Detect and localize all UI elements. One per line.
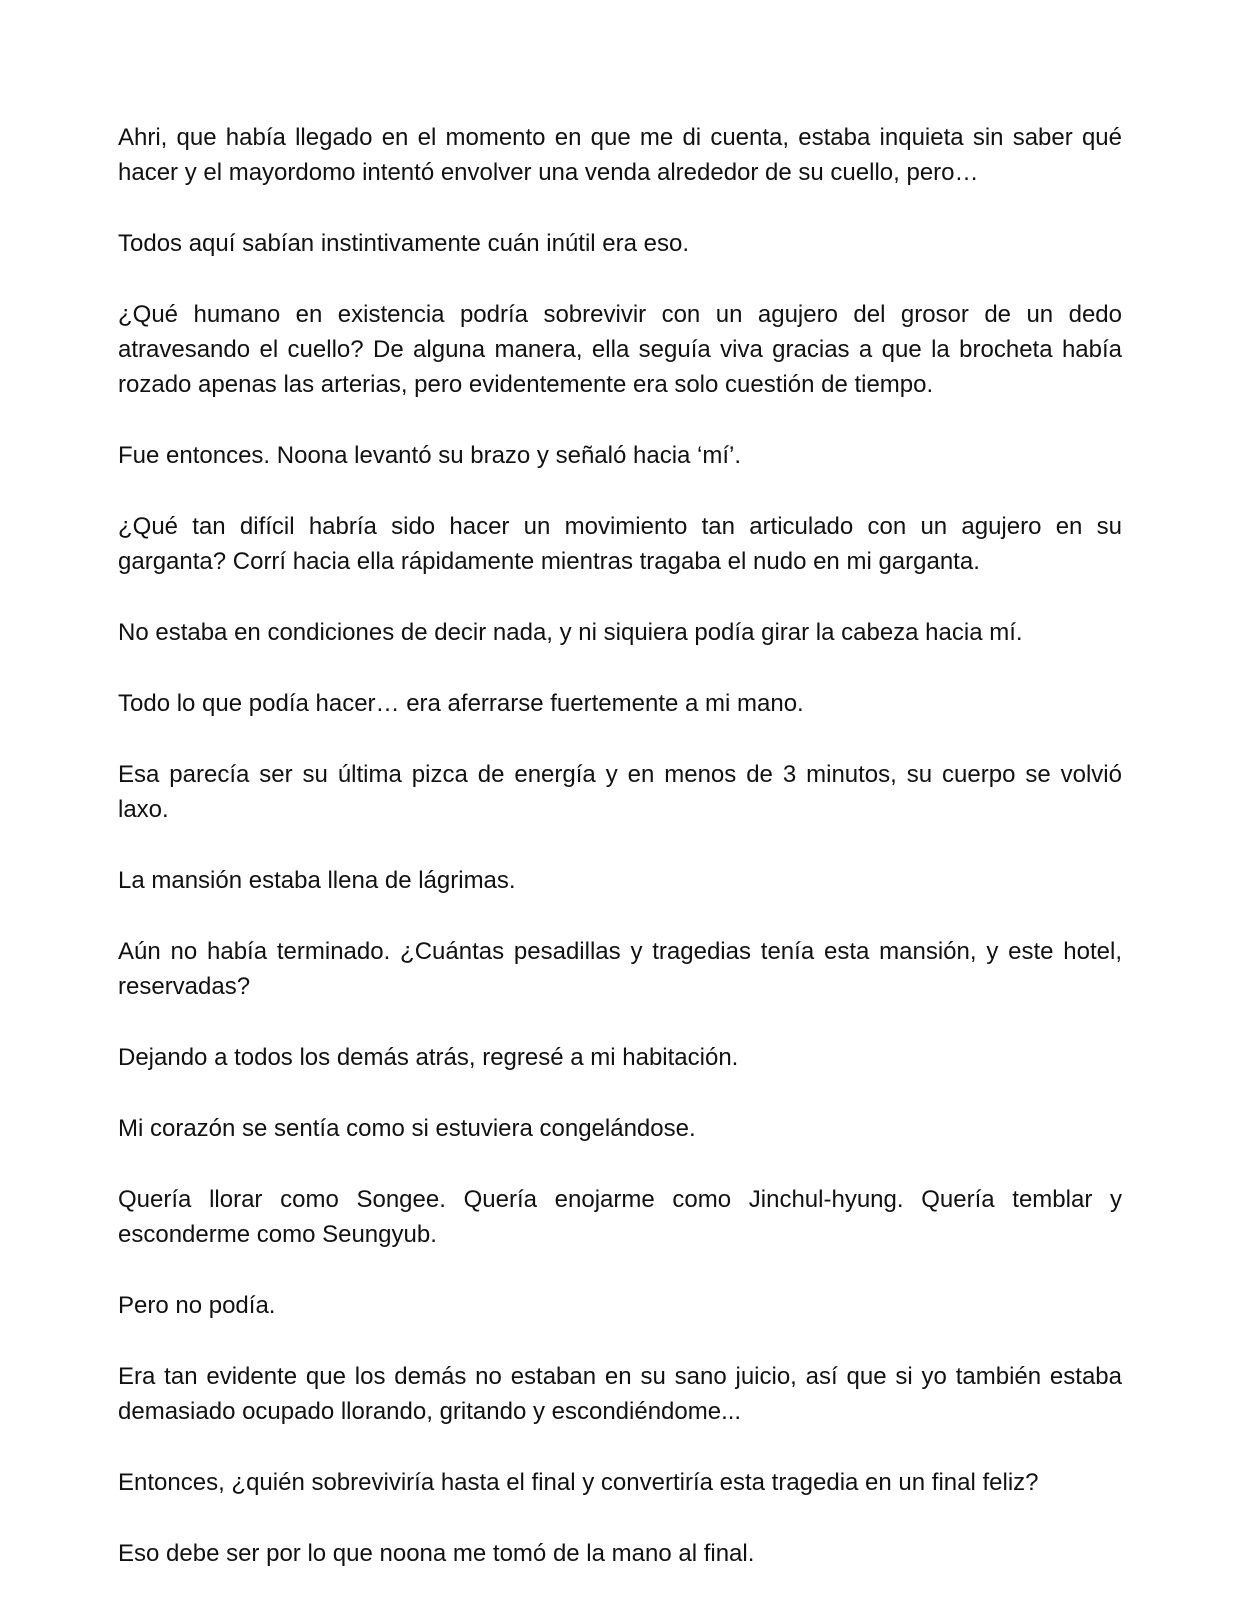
paragraph-4: Fue entonces. Noona levantó su brazo y señaló hacia ‘mí’. <box>118 442 742 469</box>
paragraph-3: ¿Qué humano en existencia podría sobrevivir con un agujero del grosor de un dedo atravesando el cuello? De alguna manera, ella seguía viva gracias a que la brocheta había rozado apenas las arterias, pero evidentemente era solo cuestión de tiempo. <box>118 301 1122 398</box>
paragraph-16: Entonces, ¿quién sobreviviría hasta el final y convertiría esta tragedia en un final feliz? <box>118 1469 1039 1496</box>
paragraph-14: Pero no podía. <box>118 1292 276 1319</box>
paragraph-6: No estaba en condiciones de decir nada, y ni siquiera podía girar la cabeza hacia mí. <box>118 619 1023 646</box>
paragraph-7: Todo lo que podía hacer… era aferrarse fuertemente a mi mano. <box>118 690 804 717</box>
paragraph-17: Eso debe ser por lo que noona me tomó de la mano al final. <box>118 1540 755 1567</box>
paragraph-10: Aún no había terminado. ¿Cuántas pesadillas y tragedias tenía esta mansión, y este hotel, reservadas? <box>118 938 1122 1000</box>
document-body <box>118 120 1122 1607</box>
paragraph-2: Todos aquí sabían instintivamente cuán inútil era eso. <box>118 230 690 257</box>
paragraph-15: Era tan evidente que los demás no estaban en su sano juicio, así que si yo también estaba demasiado ocupado llorando, gritando y escondiéndome... <box>118 1363 1122 1425</box>
paragraph-11: Dejando a todos los demás atrás, regresé a mi habitación. <box>118 1044 739 1071</box>
paragraph-8: Esa parecía ser su última pizca de energía y en menos de 3 minutos, su cuerpo se volvió laxo. <box>118 761 1122 823</box>
paragraph-12: Mi corazón se sentía como si estuviera congelándose. <box>118 1115 696 1142</box>
paragraph-13: Quería llorar como Songee. Quería enojarme como Jinchul-hyung. Quería temblar y esconderme como Seungyub. <box>118 1186 1122 1248</box>
paragraph-5: ¿Qué tan difícil habría sido hacer un movimiento tan articulado con un agujero en su garganta? Corrí hacia ella rápidamente mientras tragaba el nudo en mi garganta. <box>118 513 1122 575</box>
paragraph-1: Ahri, que había llegado en el momento en que me di cuenta, estaba inquieta sin saber qué hacer y el mayordomo intentó envolver una venda alrededor de su cuello, pero… <box>118 124 1122 186</box>
paragraph-9: La mansión estaba llena de lágrimas. <box>118 867 516 894</box>
